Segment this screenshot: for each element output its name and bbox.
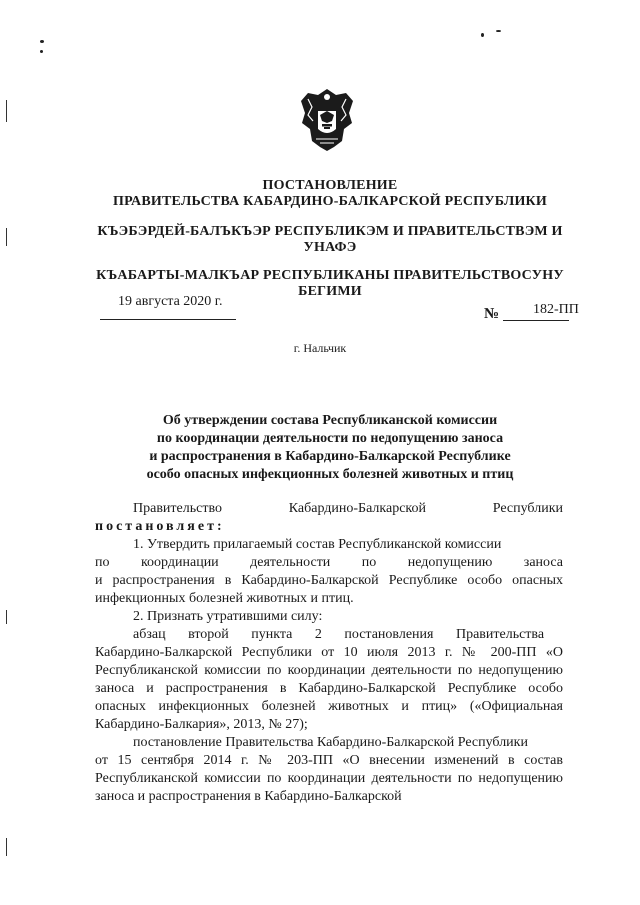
title-line: особо опасных инфекционных болезней животных и птиц [146,467,514,482]
number-sign: № [484,306,500,322]
scan-speck [40,50,43,53]
scan-edge-mark [6,610,7,624]
government-name-karachay: КЪАБАРТЫ-МАЛКЪАР РЕСПУБЛИКАНЫ ПРАВИТЕЛЬСТВОСУНУ [96,268,564,283]
scan-speck [40,40,44,43]
intro-line [95,500,563,518]
paragraph-2: 2. Признать утратившими силу: [133,609,323,624]
paragraph-4-first-line: постановление Правительства Кабардино-Балкарской Республики [133,735,528,750]
paragraph-1-spread-line [95,554,563,572]
paragraph-word: недопущению [407,555,493,570]
title-line: и распространения в Кабардино-Балкарской Республике [149,449,511,464]
government-name-ru: ПРАВИТЕЛЬСТВА КАБАРДИНО-БАЛКАРСКОЙ РЕСПУБЛИКИ [112,194,548,209]
scan-edge-mark [6,838,7,856]
paragraph-word: по [361,555,377,570]
scan-speck [481,33,484,37]
scan-edge-mark [6,100,7,122]
paragraph-word: координации [140,555,219,570]
paragraph-3-rest: Кабардино-Балкарской Республики от 10 июля 2013 г. № 200-ПП «О Республиканской комиссии по координации деятельности по недопущению заноса и распространения в Кабардино-Балкарской Республике особо опасных инфекционных болезней животных и птиц» («Официальная Кабардино-Балкария», 2013, № 27); [95,645,563,732]
coat-of-arms-emblem [298,85,356,153]
paragraph-4-rest: от 15 сентября 2014 г. № 203-ПП «О внесении изменений в состав Республиканской комиссии по координации деятельности по недопущению заноса и распространения в Кабардино-Балкарской [95,753,563,804]
intro-word: Республики [492,501,563,516]
title-line: Об утверждении состава Республиканской комиссии [162,413,498,428]
paragraph-3-lead: абзац второй пункта 2 постановления Правительства [133,627,545,642]
paragraph-1-rest: и распространения в Кабардино-Балкарской Республике особо опасных инфекционных болезней животных и птиц. [95,573,563,606]
government-name-karachay-cont: БЕГИМИ [298,284,362,299]
paragraph-1-first-line: 1. Утвердить прилагаемый состав Республиканской комиссии [133,537,502,552]
paragraph-3-first-line [95,626,563,644]
number-underline [503,320,569,321]
intro-word: Правительство [133,501,222,516]
scan-speck [496,30,501,32]
scan-edge-mark [6,228,7,246]
government-name-kabardian-cont: УНАФЭ [303,240,357,255]
paragraph-word: по [95,555,110,570]
document-type-heading: ПОСТАНОВЛЕНИЕ [262,178,398,193]
document-body [95,500,563,806]
intro-word: Кабардино-Балкарской [288,501,426,516]
decree-word: постановляет: [95,519,225,534]
government-name-kabardian: КЪЭБЭРДЕЙ-БАЛЪКЪЭР РЕСПУБЛИКЭМ И ПРАВИТЕЛЬСТВЭМ И [97,224,563,239]
date-underline [100,319,236,320]
document-title [100,412,560,484]
title-line: по координации деятельности по недопущению заноса [156,431,504,446]
document-number: 182-ПП [533,302,579,317]
paragraph-word: деятельности [250,555,331,570]
paragraph-word: заноса [523,555,563,570]
city-name: г. Нальчик [293,341,347,355]
document-date: 19 августа 2020 г. [118,294,223,309]
